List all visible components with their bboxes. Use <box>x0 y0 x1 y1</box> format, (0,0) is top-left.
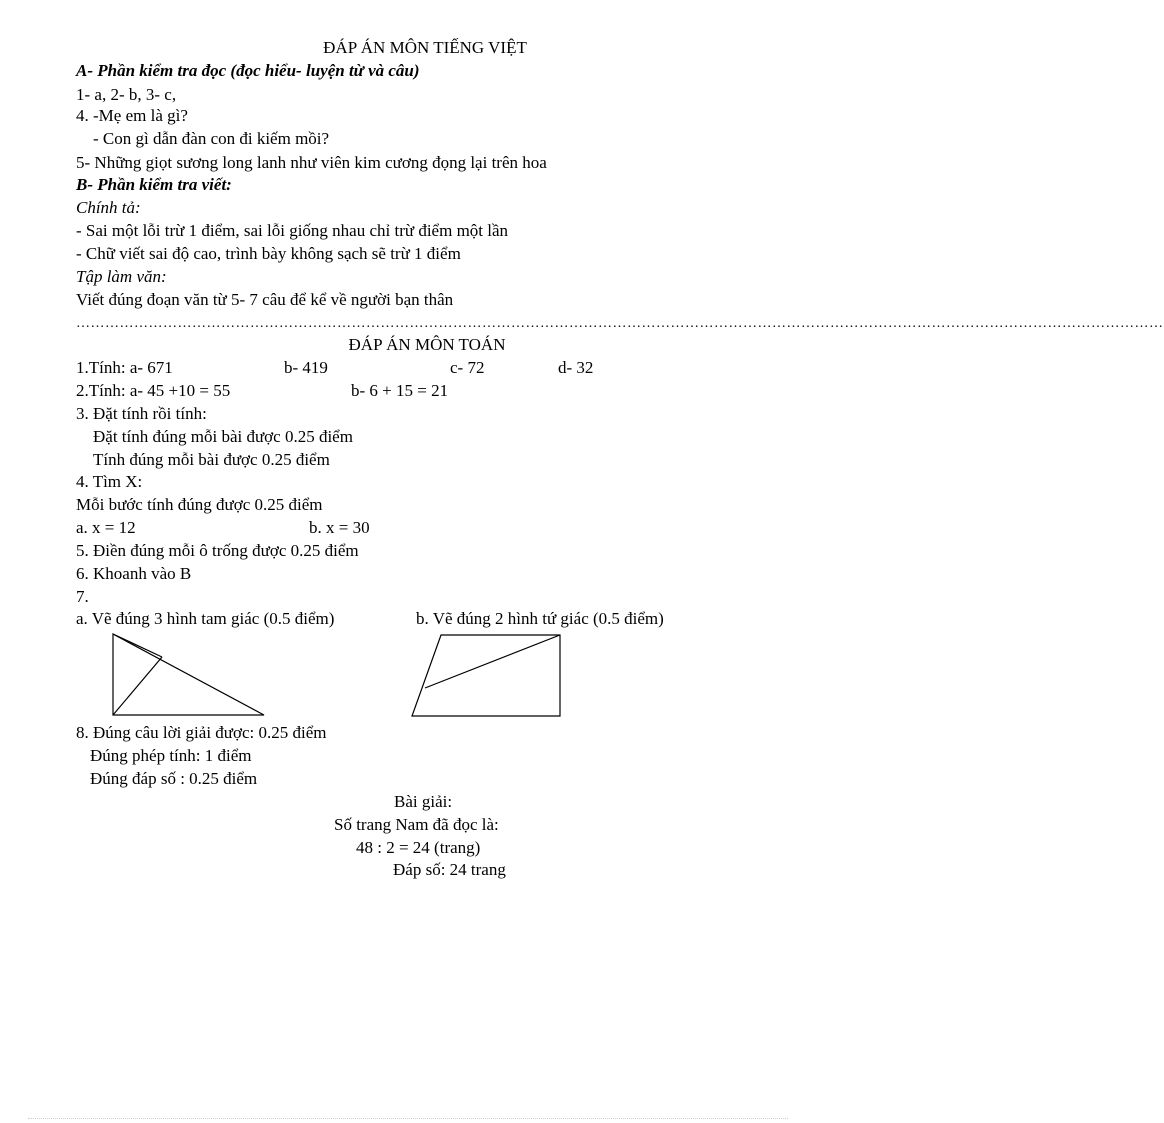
toan-q1-a: 1.Tính: a- 671 <box>76 358 173 377</box>
tap-lam-van-heading: Tập làm văn: <box>76 267 167 286</box>
triangle-figure <box>108 630 270 720</box>
viet-answer-5: 5- Những giọt sương long lanh như viên kim cương đọng lại trên hoa <box>76 153 547 172</box>
triangle-inner-line-1 <box>113 657 162 715</box>
bai-giai-heading: Bài giải: <box>394 792 453 811</box>
toan-q2-b: b- 6 + 15 = 21 <box>351 381 449 400</box>
toan-q2-a: 2.Tính: a- 45 +10 = 55 <box>76 381 231 400</box>
bai-giai-line2: 48 : 2 = 24 (trang) <box>356 838 481 857</box>
toan-q3-line1: Đặt tính đúng mỗi bài được 0.25 điểm <box>93 427 353 446</box>
bai-giai-answer: Đáp số: 24 trang <box>393 860 506 879</box>
toan-q3-line2: Tính đúng mỗi bài được 0.25 điểm <box>93 450 330 469</box>
triangle-outline <box>113 634 264 715</box>
tap-lam-van-rule: Viết đúng đoạn văn từ 5- 7 câu để kể về người bạn thân <box>76 290 454 309</box>
toan-q6: 6. Khoanh vào B <box>76 564 192 583</box>
toan-q1-d: d- 32 <box>558 358 594 377</box>
toan-q7: 7. <box>76 587 89 606</box>
chinh-ta-rule-2: - Chữ viết sai độ cao, trình bày không sạch sẽ trừ 1 điểm <box>76 244 461 263</box>
viet-answers-1-3: 1- a, 2- b, 3- c, <box>76 85 177 104</box>
toan-title: ĐÁP ÁN MÔN TOÁN <box>348 335 506 354</box>
viet-answer-4b: - Con gì dẫn đàn con đi kiếm mồi? <box>93 129 330 148</box>
toan-q8-line2: Đúng đáp số : 0.25 điểm <box>90 769 258 788</box>
toan-q4-a: a. x = 12 <box>76 518 136 537</box>
toan-q8-line1: Đúng phép tính: 1 điểm <box>90 746 252 765</box>
toan-q7-a: a. Vẽ đúng 3 hình tam giác (0.5 điểm) <box>76 609 335 628</box>
dotted-separator: ……………………………………………………………………………………………………………………………………………………………………………………………………… <box>76 316 1164 331</box>
toan-q7-b: b. Vẽ đúng 2 hình tứ giác (0.5 điểm) <box>416 609 664 628</box>
toan-q1-c: c- 72 <box>450 358 485 377</box>
toan-q4-b: b. x = 30 <box>309 518 370 537</box>
chinh-ta-heading: Chính tả: <box>76 198 141 217</box>
triangle-inner-line-2 <box>113 634 162 657</box>
toan-q8: 8. Đúng câu lời giải được: 0.25 điểm <box>76 723 327 742</box>
viet-answer-4a: 4. -Mẹ em là gì? <box>76 106 188 125</box>
toan-q5: 5. Điền đúng mỗi ô trống được 0.25 điểm <box>76 541 359 560</box>
viet-title: ĐÁP ÁN MÔN TIẾNG VIỆT <box>323 38 527 57</box>
quadrilateral-inner-line <box>425 635 560 688</box>
quadrilateral-outline <box>412 635 560 716</box>
page-bottom-rule <box>28 1118 788 1119</box>
toan-q1-b: b- 419 <box>284 358 328 377</box>
bai-giai-line1: Số trang Nam đã đọc là: <box>334 815 499 834</box>
toan-q4-line: Mỗi bước tính đúng được 0.25 điểm <box>76 495 323 514</box>
toan-q4: 4. Tìm X: <box>76 472 143 491</box>
chinh-ta-rule-1: - Sai một lỗi trừ 1 điểm, sai lỗi giống nhau chỉ trừ điểm một lần <box>76 221 509 240</box>
section-a-heading: A- Phần kiểm tra đọc (đọc hiểu- luyện từ và câu) <box>76 61 420 80</box>
toan-q3: 3. Đặt tính rồi tính: <box>76 404 207 423</box>
quadrilateral-figure <box>408 630 566 720</box>
section-b-heading: B- Phần kiểm tra viết: <box>76 175 232 194</box>
